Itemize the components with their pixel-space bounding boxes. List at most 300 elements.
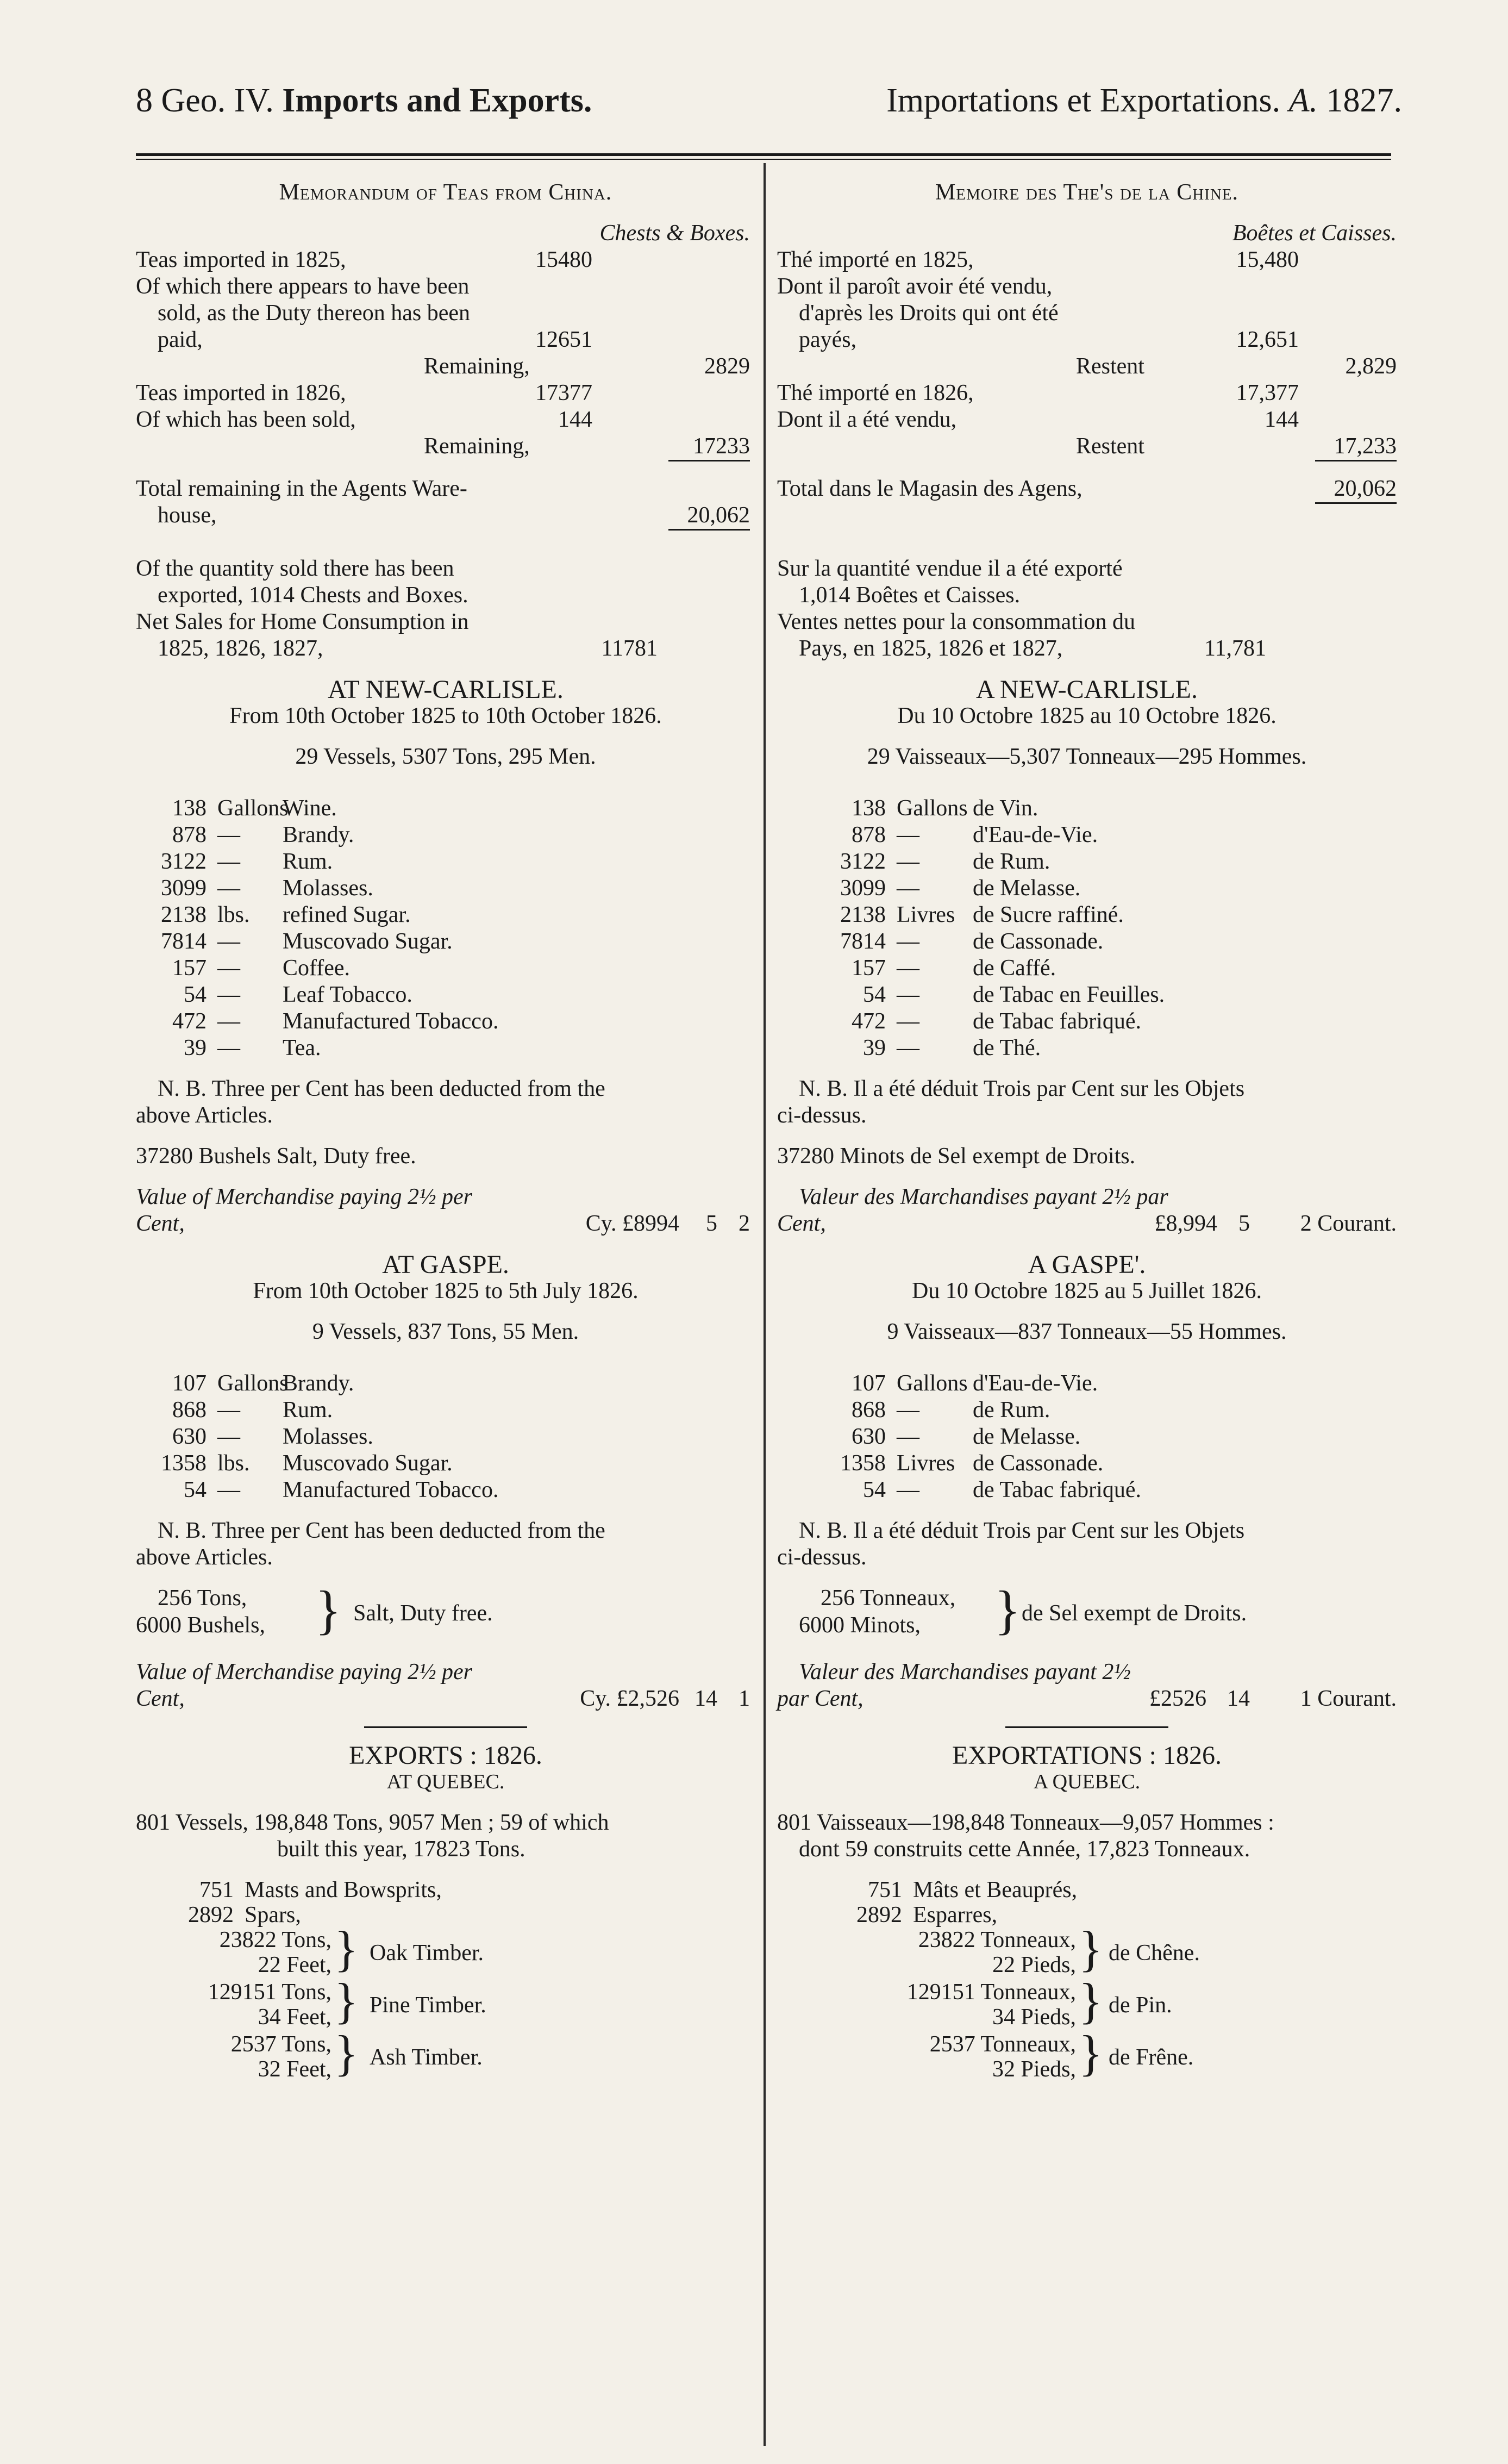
new-carlisle-salt: 37280 Minots de Sel exempt de Droits. — [777, 1144, 1136, 1169]
french-column — [777, 179, 1397, 2084]
goods-unit: — — [217, 1035, 240, 1061]
gaspe-value-label: Valeur des Marchandises payant 2½ — [799, 1660, 1131, 1685]
tea-value: 12651 — [535, 327, 592, 352]
tea-label: payés, — [799, 327, 857, 352]
tea-value: 15,480 — [1236, 247, 1299, 272]
goods-unit: — — [897, 929, 919, 954]
exports-vessels-2: built this year, 17823 Tons. — [277, 1837, 525, 1862]
goods-item: Leaf Tobacco. — [283, 982, 412, 1007]
page-header — [136, 82, 1402, 141]
goods-qty: 878 — [172, 822, 207, 847]
gaspe-nb-2: above Articles. — [136, 1545, 273, 1570]
goods-row — [136, 902, 755, 928]
salt-desc: Salt, Duty free. — [353, 1601, 493, 1626]
goods-qty: 630 — [852, 1424, 886, 1449]
salt-tons: 256 Tons, — [158, 1586, 247, 1611]
goods-unit: — — [897, 1035, 919, 1061]
goods-unit: — — [897, 1424, 919, 1449]
tea-row — [136, 327, 755, 353]
goods-row — [136, 849, 755, 875]
tea-label: Of which there appears to have been — [136, 274, 470, 299]
gaspe-nb: N. B. Il a été déduit Trois par Cent sur les Objets — [799, 1518, 1245, 1543]
timber-tons: 129151 Tons, — [208, 1980, 331, 2005]
goods-row — [777, 1477, 1397, 1504]
goods-qty: 2138 — [161, 902, 207, 927]
header-letter: A. — [1288, 82, 1318, 119]
export-row — [136, 1877, 755, 1902]
goods-qty: 54 — [863, 982, 886, 1007]
goods-qty: 3122 — [840, 849, 886, 874]
export-qty: 2892 — [188, 1902, 234, 1927]
goods-item: de Tabac fabriqué. — [973, 1477, 1141, 1502]
timber-desc: Pine Timber. — [370, 1993, 486, 2018]
timber-tons: 2537 Tonneaux, — [929, 2032, 1076, 2057]
new-carlisle-nb: N. B. Il a été déduit Trois par Cent sur les Objets — [799, 1076, 1245, 1101]
tea-row — [777, 247, 1397, 273]
tea-label: Dont il paroît avoir été vendu, — [777, 274, 1053, 299]
tea-row — [136, 433, 755, 460]
goods-row — [136, 1424, 755, 1450]
goods-unit: — — [217, 1424, 240, 1449]
goods-qty: 868 — [852, 1398, 886, 1423]
value-pounds: £2526 — [1149, 1686, 1206, 1711]
net-value: 11781 — [601, 636, 658, 661]
tea-label: Teas imported in 1825, — [136, 247, 346, 272]
goods-item: Wine. — [283, 796, 337, 821]
goods-qty: 138 — [852, 796, 886, 821]
goods-unit: — — [217, 956, 240, 981]
value-shillings: 14 — [1227, 1686, 1250, 1711]
goods-unit: lbs. — [217, 902, 250, 927]
goods-item: Rum. — [283, 849, 333, 874]
tea-remaining: 17,233 — [1334, 434, 1397, 459]
goods-item: Molasses. — [283, 876, 373, 901]
gaspe-value-row — [136, 1686, 755, 1712]
tea-row — [777, 380, 1397, 407]
goods-row — [136, 1008, 755, 1035]
goods-qty: 3122 — [161, 849, 207, 874]
goods-row — [777, 875, 1397, 902]
brace-icon: } — [334, 2025, 359, 2081]
goods-item: de Cassonade. — [973, 1451, 1104, 1476]
brace-icon: } — [315, 1580, 341, 1640]
timber-feet: 34 Feet, — [258, 2005, 331, 2030]
goods-row — [777, 1424, 1397, 1450]
net-line: Ventes nettes pour la consommation du — [777, 609, 1136, 634]
salt-desc: de Sel exempt de Droits. — [1022, 1601, 1247, 1626]
goods-unit: — — [897, 1009, 919, 1034]
goods-unit: — — [217, 1009, 240, 1034]
new-carlisle-heading: AT NEW-CARLISLE. — [328, 675, 564, 704]
goods-unit: Gallons — [217, 1371, 289, 1396]
value-pence: 1 Courant. — [1300, 1686, 1397, 1711]
goods-item: Muscovado Sugar. — [283, 1451, 453, 1476]
goods-unit: — — [217, 1398, 240, 1423]
header-title-en: Imports and Exports. — [282, 82, 592, 119]
sold-line-2: exported, 1014 Chests and Boxes. — [158, 583, 468, 608]
goods-unit: Gallons — [217, 796, 289, 821]
goods-row — [777, 795, 1397, 822]
total-row — [136, 502, 755, 529]
tea-label: Thé importé en 1826, — [777, 380, 974, 406]
goods-item: de Rum. — [973, 849, 1050, 874]
value-shillings: 5 — [1238, 1211, 1250, 1236]
goods-unit: — — [217, 876, 240, 901]
export-row — [136, 1902, 755, 1927]
tea-label: Of which has been sold, — [136, 407, 356, 432]
goods-item: Brandy. — [283, 822, 354, 847]
goods-item: refined Sugar. — [283, 902, 411, 927]
goods-row — [136, 1397, 755, 1424]
value-cent: Cent, — [136, 1686, 185, 1711]
brace-icon: } — [1079, 1921, 1103, 1976]
tea-value: 144 — [558, 407, 592, 432]
goods-qty: 54 — [863, 1477, 886, 1502]
goods-qty: 107 — [852, 1371, 886, 1396]
goods-unit: — — [897, 1477, 919, 1502]
brace-icon: } — [334, 1921, 359, 1976]
timber-group — [136, 1973, 755, 2031]
tea-label: Restent — [1076, 354, 1144, 379]
goods-unit: Gallons — [897, 1371, 968, 1396]
memo-title: Memoire des The's de la Chine. — [935, 180, 1239, 205]
gaspe-period: From 10th October 1825 to 5th July 1826. — [253, 1278, 639, 1303]
tea-value: 144 — [1265, 407, 1299, 432]
new-carlisle-salt: 37280 Bushels Salt, Duty free. — [136, 1144, 416, 1169]
total-value: 20,062 — [687, 503, 750, 528]
timber-tons: 129151 Tonneaux, — [906, 1980, 1076, 2005]
header-rule-thin — [136, 159, 1391, 160]
gaspe-value-label: Value of Merchandise paying 2½ per — [136, 1660, 472, 1685]
goods-unit: — — [217, 982, 240, 1007]
goods-unit: Livres — [897, 902, 955, 927]
value-cent: par Cent, — [777, 1686, 863, 1711]
goods-item: de Melasse. — [973, 1424, 1081, 1449]
timber-feet: 32 Feet, — [258, 2057, 331, 2082]
exports-vessels: 801 Vaisseaux—198,848 Tonneaux—9,057 Hommes : — [777, 1810, 1274, 1835]
goods-unit: — — [897, 1398, 919, 1423]
total-value: 20,062 — [1334, 476, 1397, 501]
value-shillings: 5 — [706, 1211, 717, 1236]
timber-group — [777, 2025, 1397, 2084]
memo-title: Memorandum of Teas from China. — [279, 180, 612, 205]
goods-item: Coffee. — [283, 956, 351, 981]
timber-group — [136, 1921, 755, 1979]
timber-group — [136, 2025, 755, 2084]
gaspe-nb: N. B. Three per Cent has been deducted from the — [158, 1518, 605, 1543]
timber-group — [777, 1921, 1397, 1979]
goods-unit: — — [897, 822, 919, 847]
gaspe-nb-2: ci-dessus. — [777, 1545, 867, 1570]
gaspe-value-row — [777, 1686, 1397, 1712]
goods-unit: — — [897, 956, 919, 981]
goods-row — [136, 1477, 755, 1504]
tea-label: Remaining, — [424, 354, 530, 379]
goods-unit: lbs. — [217, 1451, 250, 1476]
goods-qty: 630 — [172, 1424, 207, 1449]
total-row — [777, 476, 1397, 502]
tea-value: 17377 — [535, 380, 592, 406]
goods-item: Rum. — [283, 1398, 333, 1423]
tea-row — [777, 300, 1397, 327]
gaspe-vessels: 9 Vessels, 837 Tons, 55 Men. — [312, 1319, 579, 1344]
goods-row — [777, 822, 1397, 849]
sold-line-2: 1,014 Boêtes et Caisses. — [799, 583, 1021, 608]
tea-row — [777, 273, 1397, 300]
goods-item: d'Eau-de-Vie. — [973, 1371, 1098, 1396]
value-shillings: 14 — [694, 1686, 717, 1711]
goods-qty: 472 — [852, 1009, 886, 1034]
salt-bushels: 6000 Bushels, — [136, 1613, 266, 1638]
gaspe-salt — [136, 1580, 755, 1645]
goods-item: de Caffé. — [973, 956, 1056, 981]
goods-item: de Rum. — [973, 1398, 1050, 1423]
tea-remaining: 2,829 — [1345, 354, 1397, 379]
new-carlisle-vessels: 29 Vaisseaux—5,307 Tonneaux—295 Hommes. — [867, 744, 1307, 769]
new-carlisle-goods — [777, 795, 1397, 1062]
brace-icon: } — [334, 1973, 359, 2029]
timber-desc: Ash Timber. — [370, 2045, 483, 2070]
col-head: Boêtes et Caisses. — [1232, 221, 1397, 246]
goods-qty: 1358 — [840, 1451, 886, 1476]
goods-qty: 54 — [184, 1477, 207, 1502]
export-row — [777, 1877, 1397, 1902]
tea-row — [136, 273, 755, 300]
goods-unit: — — [897, 849, 919, 874]
timber-feet: 32 Pieds, — [992, 2057, 1076, 2082]
brace-icon: } — [994, 1580, 1021, 1640]
new-carlisle-goods — [136, 795, 755, 1062]
new-carlisle-value-label: Valeur des Marchandises payant 2½ par — [799, 1184, 1168, 1209]
timber-desc: Oak Timber. — [370, 1941, 484, 1966]
value-pence: 1 — [739, 1686, 750, 1711]
goods-row — [136, 982, 755, 1008]
header-title-fr: Importations et Exportations. — [886, 82, 1281, 119]
gaspe-heading: AT GASPE. — [382, 1250, 509, 1279]
tea-label: Dont il a été vendu, — [777, 407, 957, 432]
tea-label: sold, as the Duty thereon has been — [158, 301, 471, 326]
goods-row — [136, 795, 755, 822]
goods-row — [777, 1370, 1397, 1397]
tea-row — [777, 407, 1397, 433]
tea-value: 12,651 — [1236, 327, 1299, 352]
gaspe-heading: A GASPE'. — [1028, 1250, 1146, 1279]
export-item: Esparres, — [913, 1902, 998, 1927]
total-line: Total dans le Magasin des Agens, — [777, 476, 1082, 501]
timber-feet: 22 Pieds, — [992, 1953, 1076, 1978]
gaspe-salt — [777, 1580, 1397, 1645]
new-carlisle-nb-2: above Articles. — [136, 1103, 273, 1128]
goods-unit: Gallons — [897, 796, 968, 821]
tea-label: Restent — [1076, 434, 1144, 459]
goods-qty: 7814 — [840, 929, 886, 954]
goods-qty: 7814 — [161, 929, 207, 954]
salt-minots: 6000 Minots, — [799, 1613, 921, 1638]
goods-row — [777, 1450, 1397, 1477]
goods-qty: 157 — [172, 956, 207, 981]
net-line: Net Sales for Home Consumption in — [136, 609, 469, 634]
timber-feet: 34 Pieds, — [992, 2005, 1076, 2030]
timber-desc: de Frêne. — [1109, 2045, 1194, 2070]
goods-row — [777, 928, 1397, 955]
goods-item: de Vin. — [973, 796, 1038, 821]
goods-item: Manufactured Tobacco. — [283, 1477, 499, 1502]
export-item: Mâts et Beauprés, — [913, 1877, 1078, 1902]
goods-row — [777, 1397, 1397, 1424]
exports-sub: AT QUEBEC. — [386, 1770, 505, 1793]
value-pounds: Cy. £2,526 — [580, 1686, 679, 1711]
exports-vessels-2: dont 59 construits cette Année, 17,823 Tonneaux. — [799, 1837, 1250, 1862]
goods-row — [136, 822, 755, 849]
goods-unit: — — [217, 1477, 240, 1502]
net-row — [136, 635, 755, 662]
exports-sub: A QUEBEC. — [1033, 1770, 1141, 1793]
timber-tons: 23822 Tons, — [219, 1927, 331, 1953]
tea-value: 15480 — [535, 247, 592, 272]
timber-feet: 22 Feet, — [258, 1953, 331, 1978]
goods-row — [777, 902, 1397, 928]
header-reign: 8 Geo. IV. — [136, 82, 274, 119]
goods-qty: 39 — [184, 1035, 207, 1061]
gaspe-goods — [136, 1370, 755, 1504]
tea-row — [777, 353, 1397, 380]
goods-item: de Sucre raffiné. — [973, 902, 1124, 927]
gaspe-period: Du 10 Octobre 1825 au 5 Juillet 1826. — [912, 1278, 1262, 1303]
tea-label: d'après les Droits qui ont été — [799, 301, 1059, 326]
timber-list — [777, 1877, 1397, 2084]
tea-row — [136, 407, 755, 433]
new-carlisle-vessels: 29 Vessels, 5307 Tons, 295 Men. — [295, 744, 596, 769]
goods-unit: — — [897, 876, 919, 901]
sold-line: Of the quantity sold there has been — [136, 556, 454, 581]
goods-unit: Livres — [897, 1451, 955, 1476]
value-pounds: £8,994 — [1154, 1211, 1217, 1236]
tea-table — [136, 247, 755, 460]
timber-desc: de Chêne. — [1109, 1941, 1200, 1966]
goods-row — [777, 1035, 1397, 1062]
goods-qty: 107 — [172, 1371, 207, 1396]
goods-qty: 3099 — [840, 876, 886, 901]
goods-unit: — — [217, 849, 240, 874]
goods-item: de Tabac fabriqué. — [973, 1009, 1141, 1034]
goods-row — [777, 982, 1397, 1008]
goods-qty: 1358 — [161, 1451, 207, 1476]
goods-row — [136, 955, 755, 982]
gaspe-vessels: 9 Vaisseaux—837 Tonneaux—55 Hommes. — [887, 1319, 1287, 1344]
brace-icon: } — [1079, 1973, 1103, 2029]
goods-item: Molasses. — [283, 1424, 373, 1449]
brace-icon: } — [1079, 2025, 1103, 2081]
new-carlisle-nb: N. B. Three per Cent has been deducted from the — [158, 1076, 605, 1101]
new-carlisle-nb-2: ci-dessus. — [777, 1103, 867, 1128]
tea-remaining: 2829 — [704, 354, 750, 379]
gaspe-goods — [777, 1370, 1397, 1504]
timber-tons: 23822 Tonneaux, — [918, 1927, 1076, 1953]
goods-item: de Cassonade. — [973, 929, 1104, 954]
export-qty: 751 — [199, 1877, 234, 1902]
net-row — [777, 635, 1397, 662]
salt-tons: 256 Tonneaux, — [821, 1586, 956, 1611]
goods-qty: 878 — [852, 822, 886, 847]
net-line-2: 1825, 1826, 1827, — [158, 636, 323, 661]
goods-qty: 138 — [172, 796, 207, 821]
header-left — [136, 82, 592, 120]
tea-table — [777, 247, 1397, 460]
exports-vessels: 801 Vessels, 198,848 Tons, 9057 Men ; 59 of which — [136, 1810, 609, 1835]
tea-row — [777, 327, 1397, 353]
timber-desc: de Pin. — [1109, 1993, 1172, 2018]
goods-item: Manufactured Tobacco. — [283, 1009, 499, 1034]
export-qty: 2892 — [856, 1902, 902, 1927]
new-carlisle-period: Du 10 Octobre 1825 au 10 Octobre 1826. — [897, 703, 1277, 728]
goods-qty: 54 — [184, 982, 207, 1007]
net-value: 11,781 — [1204, 636, 1266, 661]
goods-row — [136, 928, 755, 955]
goods-row — [136, 1035, 755, 1062]
tea-value: 17,377 — [1236, 380, 1299, 406]
goods-item: Tea. — [283, 1035, 321, 1061]
goods-row — [136, 875, 755, 902]
new-carlisle-value-row — [136, 1211, 755, 1237]
new-carlisle-value-row — [777, 1211, 1397, 1237]
tea-row — [136, 300, 755, 327]
tea-row — [136, 380, 755, 407]
goods-row — [777, 1008, 1397, 1035]
exports-heading: EXPORTATIONS : 1826. — [952, 1741, 1222, 1770]
value-pounds: Cy. £8994 — [585, 1211, 679, 1236]
tea-label: paid, — [158, 327, 203, 352]
header-year: 1827. — [1326, 82, 1402, 119]
goods-item: Brandy. — [283, 1371, 354, 1396]
goods-row — [777, 849, 1397, 875]
total-line-2: house, — [158, 503, 217, 528]
new-carlisle-period: From 10th October 1825 to 10th October 1826. — [229, 703, 662, 728]
total-line: Total remaining in the Agents Ware- — [136, 476, 467, 501]
tea-row — [136, 353, 755, 380]
goods-qty: 2138 — [840, 902, 886, 927]
goods-item: de Tabac en Feuilles. — [973, 982, 1165, 1007]
export-item: Spars, — [245, 1902, 301, 1927]
exports-heading: EXPORTS : 1826. — [349, 1741, 542, 1770]
goods-qty: 3099 — [161, 876, 207, 901]
new-carlisle-value-label: Value of Merchandise paying 2½ per — [136, 1184, 472, 1209]
tea-remaining: 17233 — [693, 434, 750, 459]
tea-row — [777, 433, 1397, 460]
goods-item: de Thé. — [973, 1035, 1041, 1061]
goods-qty: 868 — [172, 1398, 207, 1423]
header-rule-thick — [136, 153, 1391, 156]
header-right — [886, 82, 1402, 120]
goods-item: de Melasse. — [973, 876, 1081, 901]
tea-label: Thé importé en 1825, — [777, 247, 974, 272]
value-pence: 2 Courant. — [1300, 1211, 1397, 1236]
goods-item: Muscovado Sugar. — [283, 929, 453, 954]
goods-qty: 472 — [172, 1009, 207, 1034]
goods-row — [777, 955, 1397, 982]
tea-row — [136, 247, 755, 273]
column-divider — [764, 163, 766, 2446]
goods-unit: — — [897, 982, 919, 1007]
value-cent: Cent, — [136, 1211, 185, 1236]
english-column — [136, 179, 755, 2084]
net-line-2: Pays, en 1825, 1826 et 1827, — [799, 636, 1063, 661]
value-pence: 2 — [739, 1211, 750, 1236]
tea-label: Remaining, — [424, 434, 530, 459]
tea-label: Teas imported in 1826, — [136, 380, 346, 406]
goods-row — [136, 1370, 755, 1397]
timber-list — [136, 1877, 755, 2084]
goods-qty: 157 — [852, 956, 886, 981]
